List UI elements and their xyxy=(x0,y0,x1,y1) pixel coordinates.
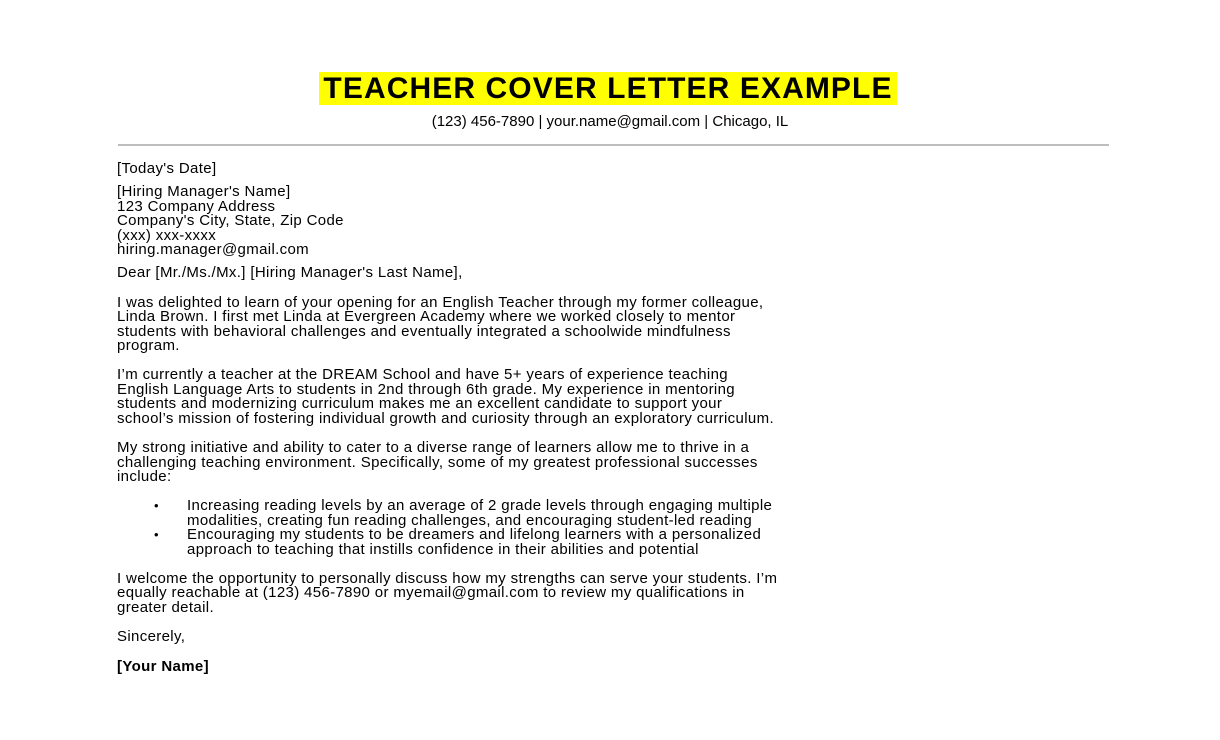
sign-off: Sincerely, xyxy=(117,628,186,646)
list-item: • Increasing reading levels by an average of 2 grade levels through engaging multiple modalities, creating fun reading challenges, and encouraging student-led reading xyxy=(154,497,773,529)
date-line: [Today's Date] xyxy=(117,160,217,177)
recipient-city: Company's City, State, Zip Code xyxy=(117,212,344,230)
list-item: • Encouraging my students to be dreamers and lifelong learners with a personalized approach to teaching that instills confidence in their abilities and potential xyxy=(154,526,762,558)
recipient-email: hiring.manager@gmail.com xyxy=(117,241,310,259)
paragraph-experience: I’m currently a teacher at the DREAM School and have 5+ years of experience teaching English Language Arts to students in 2nd through 6th grade. My experience in mentoring students and modernizing curriculum makes me an excellent candidate to support your school’s mission of fostering individual growth and curiosity through an exploratory curriculum. xyxy=(117,366,774,427)
bullet-icon: • xyxy=(154,527,159,543)
document-title: TEACHER COVER LETTER EXAMPLE xyxy=(319,72,896,105)
bullet-icon: • xyxy=(154,498,159,514)
title-container xyxy=(0,72,1220,105)
salutation: Dear [Mr./Ms./Mx.] [Hiring Manager's Last Name], xyxy=(117,264,463,282)
header-divider xyxy=(118,144,1109,146)
paragraph-closing: I welcome the opportunity to personally discuss how my strengths can serve your students. I’m equally reachable at (123) 456-7890 or myemail@gmail.com to review my qualifications in greater detail. xyxy=(117,569,778,616)
paragraph-strengths: My strong initiative and ability to cater to a diverse range of learners allow me to thrive in a challenging teaching environment. Specifically, some of my greatest professional successes include: xyxy=(117,439,758,485)
contact-line: (123) 456-7890 | your.name@gmail.com | Chicago, IL xyxy=(431,113,789,130)
letter-body xyxy=(117,162,1117,674)
signature-name: [Your Name] xyxy=(117,657,209,675)
recipient-street: 123 Company Address xyxy=(117,197,276,215)
recipient-phone: (xxx) xxx-xxxx xyxy=(117,226,217,244)
paragraph-intro: I was delighted to learn of your opening for an English Teacher through my former colleague, Linda Brown. I first met Linda at Evergreen Academy where we worked closely to mentor students with behavioral challenges and eventually integrated a schoolwide mindfulness program. xyxy=(117,293,764,355)
successes-list xyxy=(117,499,1117,557)
recipient-name: [Hiring Manager's Name] xyxy=(117,183,291,201)
recipient-address xyxy=(117,185,1117,257)
